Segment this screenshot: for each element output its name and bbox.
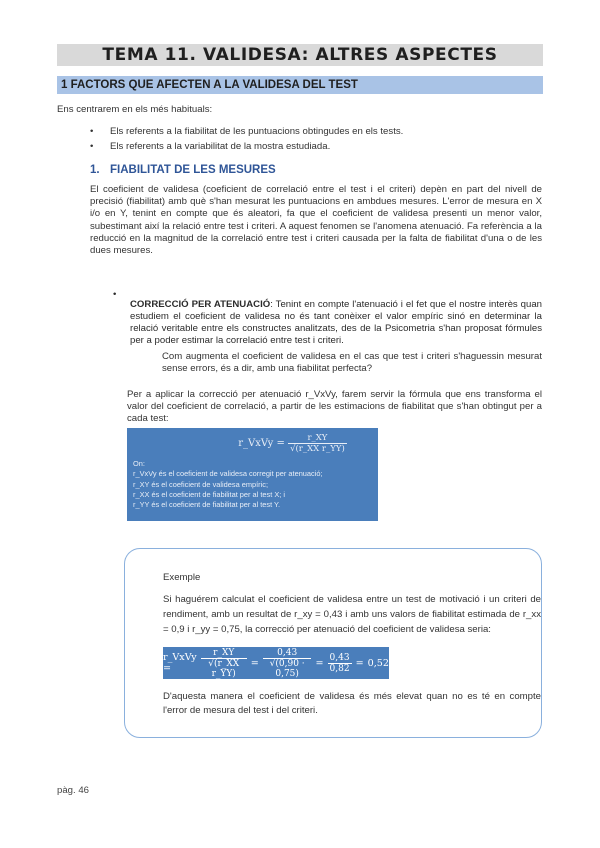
definition-item: r_XX és el coeficient de fiabilitat per al test X; i — [133, 489, 285, 499]
formula-box — [127, 428, 378, 521]
correction-body: : Tenint en compte l'atenuació i el fet que el nostre interès quan estudiem el coeficient de validesa no és tant conèixer el valor empíric sinó en determinar la relació veritable entre els constructes analitzats, des de la Psicometria s'han proposat fórmules per a poder estimar la correlació entre test i criteri. — [130, 298, 542, 347]
definition-item: r_VxVy és el coeficient de validesa corregit per atenuació; — [133, 469, 323, 479]
list-item: • Els referents a la fiabilitat de les puntuacions obtingudes en els tests. — [90, 124, 530, 139]
equals-sign: = — [355, 657, 364, 669]
example-formula — [163, 647, 389, 679]
paragraph-formula-intro: Per a aplicar la correcció per atenuació r_VxVy, farem servir la fórmula que ens transforma el valor del coeficient de correlació, a partir de les estimacions de fiabilitat que s'han obtingut per a cada test: — [127, 389, 542, 425]
equals-sign: = — [250, 657, 259, 669]
subsection-number: 1. — [90, 164, 100, 176]
formula-definitions — [133, 459, 372, 510]
fraction-numerator: 0,43 — [263, 648, 312, 659]
example-fraction-3 — [328, 653, 352, 674]
example-label: Exemple — [163, 572, 201, 583]
fraction-denominator: √(r_XX r_YY) — [208, 658, 240, 679]
fraction-denominator: √(0,90 · 0,75) — [269, 658, 305, 679]
example-result: 0,52 — [367, 657, 389, 669]
question-text: Com augmenta el coeficient de validesa en el cas que test i criteri s'haguessin mesurat sense errors, és a dir, amb una fiabilitat perfecta? — [162, 351, 542, 375]
formula-lhs: r_VxVy = — [238, 438, 285, 449]
fraction-numerator: r_XY — [201, 648, 247, 659]
correction-text — [130, 299, 542, 348]
intro-text: Ens centrarem en els més habituals: — [57, 104, 213, 115]
list-item: • Els referents a la variabilitat de la mostra estudiada. — [90, 139, 530, 154]
example-formula-lhs: r_VxVy = — [163, 652, 197, 674]
section-heading: 1 FACTORS QUE AFECTEN A LA VALIDESA DEL TEST — [57, 76, 543, 94]
paragraph-attenuation: El coeficient de validesa (coeficient de correlació entre el test i el criteri) depèn en part del nivell de precisió (fiabilitat) amb què s'han mesurat les puntuacions en ambdues mesures. L'error de mesura en X i/o en Y, tenint en compte que és aleatori, fa que el coeficient de validesa presenti un menor valor, subestimant així la relació entre test i criteri. A aquest fenomen se l'anomena atenuació. Fa referència a la reducció en la magnitud de la correlació entre test i criteri causada per la falta de fiabilitat d'una o de les dues mesures. — [90, 184, 542, 257]
example-conclusion: D'aquesta manera el coeficient de validesa és més elevat quan no es té en compte l'error de mesura del test i del criteri. — [163, 691, 541, 716]
fraction-denominator: 0,82 — [329, 663, 350, 674]
page-title: TEMA 11. VALIDESA: ALTRES ASPECTES — [57, 44, 543, 66]
bullet-list — [90, 124, 530, 154]
fraction-numerator: 0,43 — [329, 652, 350, 663]
formula-denominator: √(r_XX r_YY) — [290, 444, 345, 454]
subsection-title: FIABILITAT DE LES MESURES — [110, 164, 276, 176]
subsection-heading — [90, 164, 276, 176]
formula-numerator: r_XY — [288, 433, 347, 444]
definition-item: r_YY és el coeficient de fiabilitat per al test Y. — [133, 500, 281, 510]
example-text: Si haguérem calculat el coeficient de validesa entre un test de motivació i un criteri de rendiment, amb un resultat de r_xy = 0,43 i amb uns valors de fiabilitat estimada de r_xx = 0,9 i r_yy = 0,75, la correcció per atenuació del coeficient de validesa seria: — [163, 594, 541, 635]
page-number: pàg. 46 — [57, 785, 90, 796]
where-label: On: — [133, 459, 145, 468]
example-fraction-1 — [201, 648, 247, 679]
equals-sign: = — [315, 657, 324, 669]
bullet-dot: • — [113, 289, 117, 300]
formula-fraction — [288, 433, 347, 454]
attenuation-formula — [213, 433, 372, 454]
definition-item: r_XY és el coeficient de validesa empíric; — [133, 479, 269, 489]
correction-label: CORRECCIÓ PER ATENUACIÓ — [130, 298, 271, 310]
example-fraction-2 — [263, 648, 312, 679]
